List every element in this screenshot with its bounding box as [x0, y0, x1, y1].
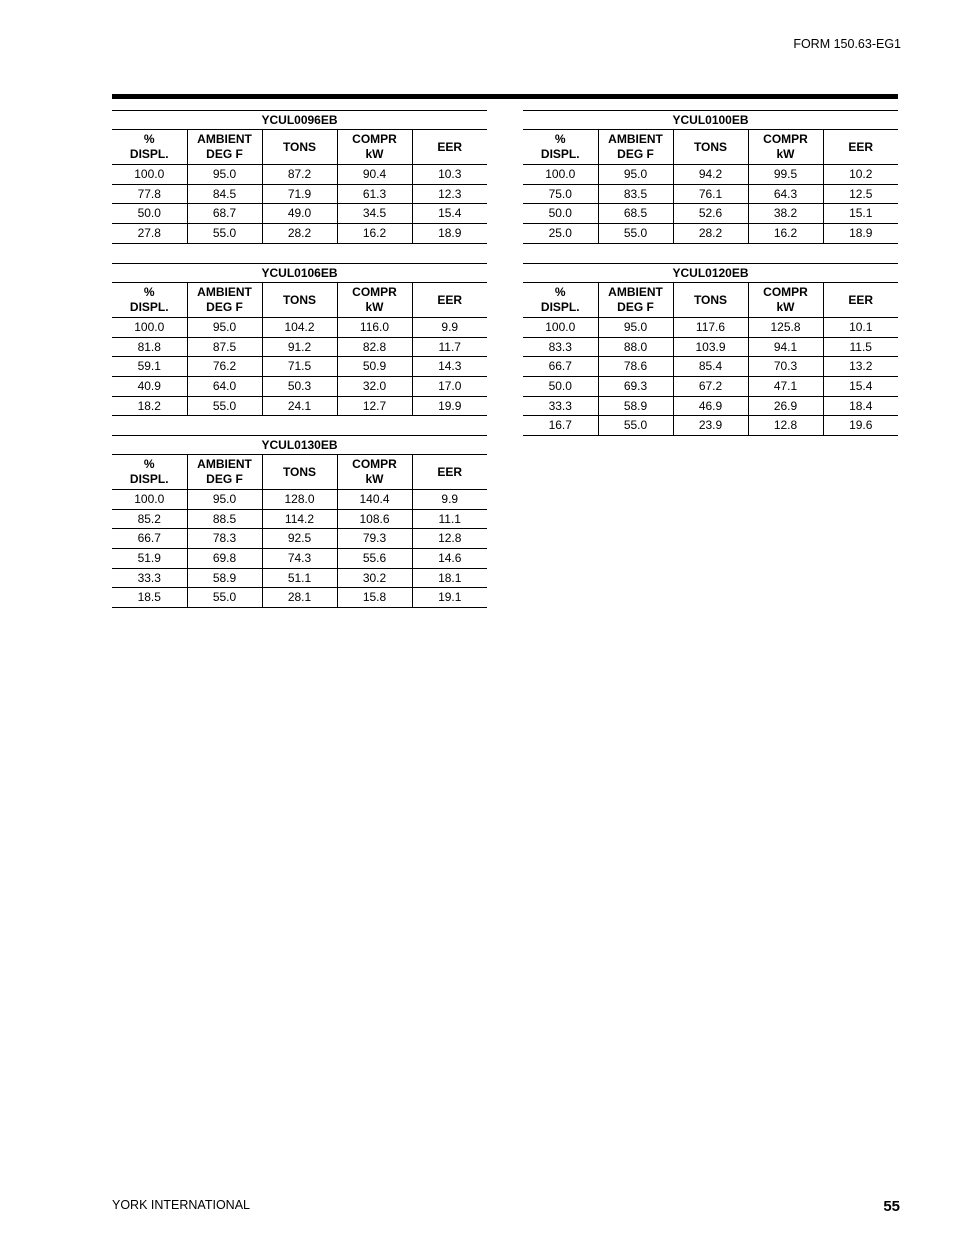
- table-cell: 78.6: [598, 357, 673, 377]
- table-cell: 15.8: [337, 588, 412, 608]
- table-cell: 92.5: [262, 529, 337, 549]
- table-row: [112, 357, 487, 377]
- table-cell: 75.0: [523, 184, 598, 204]
- table-cell: 76.1: [673, 184, 748, 204]
- table-cell: 100.0: [523, 165, 598, 185]
- table-cell: 25.0: [523, 224, 598, 244]
- table-cell: 100.0: [112, 490, 187, 510]
- table-cell: 100.0: [112, 165, 187, 185]
- table-cell: 9.9: [412, 490, 487, 510]
- header-rule: [112, 94, 898, 99]
- column-header: TONS: [262, 130, 337, 165]
- table-cell: 104.2: [262, 318, 337, 338]
- table-cell: 55.0: [598, 224, 673, 244]
- table-cell: 18.9: [823, 224, 898, 244]
- table-cell: 69.8: [187, 549, 262, 569]
- column-header: TONS: [262, 455, 337, 490]
- table-cell: 12.3: [412, 184, 487, 204]
- table-cell: 82.8: [337, 337, 412, 357]
- column-header: % DISPL.: [112, 130, 187, 165]
- table-cell: 55.0: [598, 416, 673, 436]
- table-cell: 125.8: [748, 318, 823, 338]
- performance-table: [112, 435, 487, 608]
- table-cell: 16.7: [523, 416, 598, 436]
- table-row: [523, 377, 898, 397]
- table-cell: 90.4: [337, 165, 412, 185]
- table-cell: 19.1: [412, 588, 487, 608]
- table-cell: 11.1: [412, 509, 487, 529]
- table-cell: 77.8: [112, 184, 187, 204]
- model-title: YCUL0096EB: [112, 111, 487, 130]
- table-cell: 32.0: [337, 377, 412, 397]
- column-header: TONS: [673, 283, 748, 318]
- table-cell: 33.3: [112, 568, 187, 588]
- table-cell: 91.2: [262, 337, 337, 357]
- table-cell: 100.0: [112, 318, 187, 338]
- data-table: [523, 263, 898, 436]
- column-header: EER: [412, 130, 487, 165]
- performance-table: [523, 263, 898, 436]
- table-cell: 47.1: [748, 377, 823, 397]
- column-header: COMPR kW: [337, 130, 412, 165]
- table-cell: 50.0: [523, 204, 598, 224]
- table-row: [523, 184, 898, 204]
- model-title: YCUL0106EB: [112, 264, 487, 283]
- table-row: [112, 165, 487, 185]
- table-cell: 74.3: [262, 549, 337, 569]
- table-row: [112, 509, 487, 529]
- table-row: [112, 490, 487, 510]
- table-row: [112, 184, 487, 204]
- table-cell: 83.3: [523, 337, 598, 357]
- column-header: AMBIENT DEG F: [187, 283, 262, 318]
- table-cell: 69.3: [598, 377, 673, 397]
- table-cell: 87.5: [187, 337, 262, 357]
- column-header: AMBIENT DEG F: [187, 130, 262, 165]
- table-cell: 51.1: [262, 568, 337, 588]
- table-cell: 51.9: [112, 549, 187, 569]
- table-cell: 114.2: [262, 509, 337, 529]
- column-header: TONS: [262, 283, 337, 318]
- table-cell: 55.6: [337, 549, 412, 569]
- table-cell: 59.1: [112, 357, 187, 377]
- table-cell: 67.2: [673, 377, 748, 397]
- column-header: EER: [823, 130, 898, 165]
- column-header: AMBIENT DEG F: [187, 455, 262, 490]
- table-cell: 28.1: [262, 588, 337, 608]
- column-header: EER: [412, 455, 487, 490]
- table-cell: 28.2: [673, 224, 748, 244]
- table-cell: 16.2: [748, 224, 823, 244]
- table-cell: 23.9: [673, 416, 748, 436]
- column-header: TONS: [673, 130, 748, 165]
- table-cell: 95.0: [187, 165, 262, 185]
- table-row: [523, 224, 898, 244]
- table-row: [523, 318, 898, 338]
- table-row: [112, 529, 487, 549]
- table-cell: 19.9: [412, 396, 487, 416]
- table-cell: 108.6: [337, 509, 412, 529]
- table-row: [523, 337, 898, 357]
- table-cell: 14.3: [412, 357, 487, 377]
- table-cell: 99.5: [748, 165, 823, 185]
- column-header: AMBIENT DEG F: [598, 283, 673, 318]
- table-row: [112, 568, 487, 588]
- performance-table: [523, 110, 898, 244]
- column-header: AMBIENT DEG F: [598, 130, 673, 165]
- table-cell: 78.3: [187, 529, 262, 549]
- column-header: EER: [412, 283, 487, 318]
- table-cell: 18.5: [112, 588, 187, 608]
- table-cell: 87.2: [262, 165, 337, 185]
- data-table: [112, 435, 487, 608]
- table-cell: 71.9: [262, 184, 337, 204]
- table-cell: 18.2: [112, 396, 187, 416]
- table-cell: 12.5: [823, 184, 898, 204]
- table-cell: 30.2: [337, 568, 412, 588]
- data-table: [523, 110, 898, 244]
- table-cell: 85.2: [112, 509, 187, 529]
- table-cell: 18.4: [823, 396, 898, 416]
- table-cell: 95.0: [187, 318, 262, 338]
- table-cell: 88.0: [598, 337, 673, 357]
- table-cell: 11.5: [823, 337, 898, 357]
- table-cell: 94.1: [748, 337, 823, 357]
- table-cell: 68.7: [187, 204, 262, 224]
- table-cell: 64.3: [748, 184, 823, 204]
- table-cell: 11.7: [412, 337, 487, 357]
- table-cell: 34.5: [337, 204, 412, 224]
- table-cell: 50.9: [337, 357, 412, 377]
- table-cell: 15.1: [823, 204, 898, 224]
- table-cell: 50.3: [262, 377, 337, 397]
- table-cell: 27.8: [112, 224, 187, 244]
- table-row: [112, 204, 487, 224]
- table-cell: 66.7: [523, 357, 598, 377]
- column-header: COMPR kW: [748, 130, 823, 165]
- table-cell: 94.2: [673, 165, 748, 185]
- table-cell: 9.9: [412, 318, 487, 338]
- table-cell: 68.5: [598, 204, 673, 224]
- table-cell: 79.3: [337, 529, 412, 549]
- table-cell: 85.4: [673, 357, 748, 377]
- performance-table: [112, 110, 487, 244]
- table-row: [523, 396, 898, 416]
- table-cell: 117.6: [673, 318, 748, 338]
- table-cell: 52.6: [673, 204, 748, 224]
- table-cell: 10.3: [412, 165, 487, 185]
- table-cell: 18.9: [412, 224, 487, 244]
- table-cell: 49.0: [262, 204, 337, 224]
- table-cell: 40.9: [112, 377, 187, 397]
- table-cell: 14.6: [412, 549, 487, 569]
- table-row: [112, 318, 487, 338]
- table-cell: 95.0: [187, 490, 262, 510]
- column-header: COMPR kW: [748, 283, 823, 318]
- table-row: [112, 549, 487, 569]
- table-cell: 70.3: [748, 357, 823, 377]
- table-cell: 58.9: [187, 568, 262, 588]
- table-cell: 81.8: [112, 337, 187, 357]
- table-cell: 71.5: [262, 357, 337, 377]
- table-row: [523, 357, 898, 377]
- data-table: [112, 110, 487, 244]
- table-cell: 84.5: [187, 184, 262, 204]
- table-cell: 26.9: [748, 396, 823, 416]
- table-cell: 46.9: [673, 396, 748, 416]
- table-cell: 128.0: [262, 490, 337, 510]
- column-header: % DISPL.: [112, 455, 187, 490]
- table-cell: 50.0: [523, 377, 598, 397]
- table-cell: 95.0: [598, 165, 673, 185]
- table-cell: 88.5: [187, 509, 262, 529]
- table-cell: 76.2: [187, 357, 262, 377]
- table-cell: 15.4: [823, 377, 898, 397]
- table-cell: 64.0: [187, 377, 262, 397]
- table-cell: 12.8: [748, 416, 823, 436]
- table-cell: 24.1: [262, 396, 337, 416]
- table-cell: 12.7: [337, 396, 412, 416]
- table-cell: 38.2: [748, 204, 823, 224]
- table-cell: 116.0: [337, 318, 412, 338]
- column-header: % DISPL.: [523, 130, 598, 165]
- table-cell: 17.0: [412, 377, 487, 397]
- table-cell: 83.5: [598, 184, 673, 204]
- footer-company: YORK INTERNATIONAL: [112, 1198, 250, 1212]
- table-cell: 58.9: [598, 396, 673, 416]
- table-row: [523, 416, 898, 436]
- table-cell: 103.9: [673, 337, 748, 357]
- column-header: % DISPL.: [112, 283, 187, 318]
- table-row: [112, 337, 487, 357]
- table-cell: 140.4: [337, 490, 412, 510]
- table-row: [112, 396, 487, 416]
- column-header: COMPR kW: [337, 455, 412, 490]
- table-cell: 19.6: [823, 416, 898, 436]
- table-row: [112, 588, 487, 608]
- table-cell: 55.0: [187, 588, 262, 608]
- table-cell: 16.2: [337, 224, 412, 244]
- table-row: [112, 377, 487, 397]
- table-cell: 33.3: [523, 396, 598, 416]
- table-cell: 10.1: [823, 318, 898, 338]
- table-cell: 61.3: [337, 184, 412, 204]
- model-title: YCUL0120EB: [523, 264, 898, 283]
- column-header: COMPR kW: [337, 283, 412, 318]
- table-cell: 66.7: [112, 529, 187, 549]
- table-cell: 10.2: [823, 165, 898, 185]
- model-title: YCUL0130EB: [112, 436, 487, 455]
- form-number: FORM 150.63-EG1: [793, 37, 901, 51]
- model-title: YCUL0100EB: [523, 111, 898, 130]
- table-cell: 100.0: [523, 318, 598, 338]
- table-row: [112, 224, 487, 244]
- table-cell: 50.0: [112, 204, 187, 224]
- table-cell: 55.0: [187, 224, 262, 244]
- data-table: [112, 263, 487, 416]
- table-cell: 15.4: [412, 204, 487, 224]
- table-cell: 55.0: [187, 396, 262, 416]
- table-row: [523, 204, 898, 224]
- column-header: EER: [823, 283, 898, 318]
- table-cell: 12.8: [412, 529, 487, 549]
- performance-table: [112, 263, 487, 416]
- table-cell: 28.2: [262, 224, 337, 244]
- table-cell: 95.0: [598, 318, 673, 338]
- page-number: 55: [883, 1198, 900, 1215]
- table-cell: 13.2: [823, 357, 898, 377]
- table-cell: 18.1: [412, 568, 487, 588]
- column-header: % DISPL.: [523, 283, 598, 318]
- table-row: [523, 165, 898, 185]
